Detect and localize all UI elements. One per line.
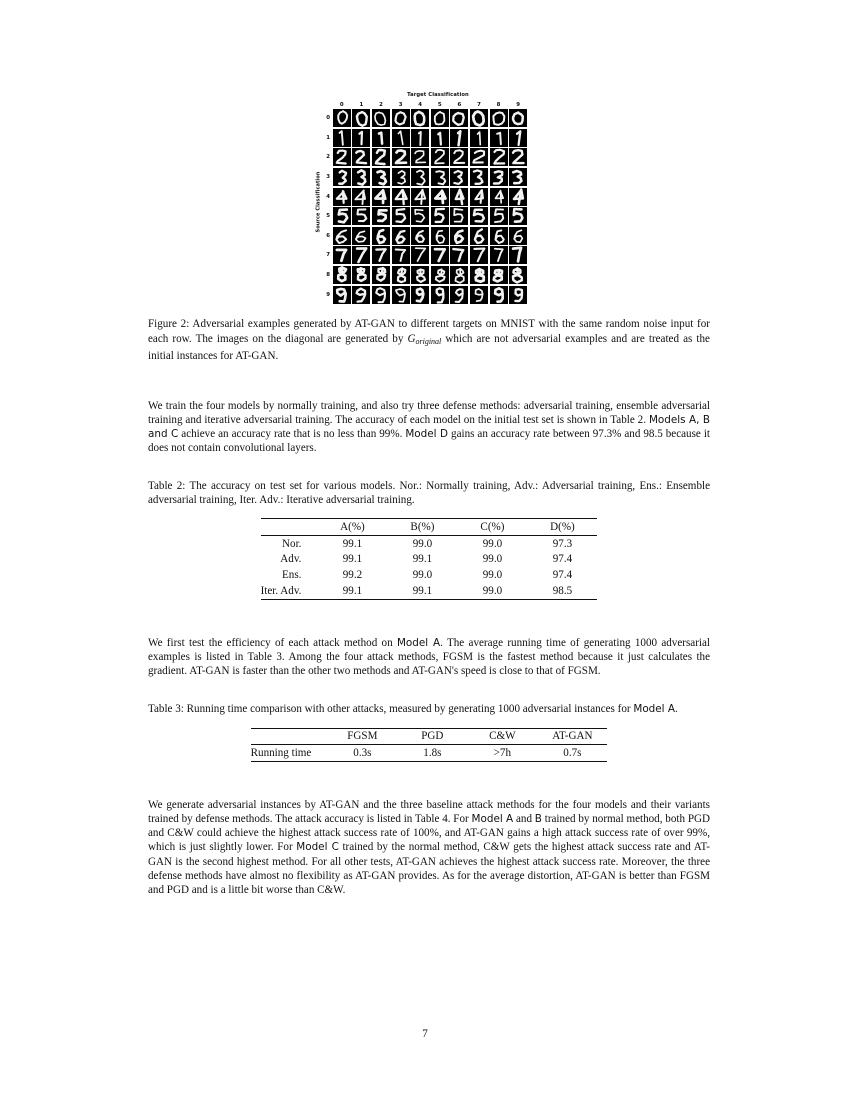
figure-x-axis-title: Target Classification bbox=[407, 92, 469, 98]
figure-x-tick-labels bbox=[332, 101, 528, 109]
mnist-cell-s3-t7 bbox=[469, 167, 489, 187]
table-2-cell: 99.1 bbox=[387, 583, 457, 599]
mnist-cell-s4-t4 bbox=[410, 187, 430, 207]
mnist-cell-s6-t6 bbox=[450, 226, 470, 246]
mnist-cell-s6-t0 bbox=[332, 226, 352, 246]
table-2-caption: Table 2: The accuracy on test set for various models. Nor.: Normally training, Adv.: Adversarial training, Ens.: Ensemble adversarial training, Iter. Adv.: Iterative adversarial training. bbox=[148, 480, 710, 507]
mnist-cell-s6-t2 bbox=[371, 226, 391, 246]
mnist-cell-s2-t2 bbox=[371, 148, 391, 168]
mnist-cell-s2-t7 bbox=[469, 148, 489, 168]
mnist-cell-s3-t8 bbox=[489, 167, 509, 187]
page-content bbox=[148, 92, 710, 897]
mnist-cell-s5-t3 bbox=[391, 206, 411, 226]
figure-x-tick-0: 0 bbox=[339, 101, 344, 108]
mnist-cell-s1-t1 bbox=[352, 128, 372, 148]
figure-2 bbox=[148, 92, 710, 304]
paragraph-model-accuracy bbox=[148, 399, 710, 455]
mnist-cell-s4-t8 bbox=[489, 187, 509, 207]
p3-model-a: Model A bbox=[471, 813, 514, 826]
mnist-cell-s4-t2 bbox=[371, 187, 391, 207]
table-2-cell: 97.4 bbox=[552, 553, 573, 566]
figure-y-axis-title: Source Classification bbox=[315, 171, 322, 233]
mnist-cell-s1-t0 bbox=[332, 128, 352, 148]
mnist-cell-s5-t6 bbox=[450, 206, 470, 226]
mnist-cell-s0-t0 bbox=[332, 109, 352, 129]
mnist-cell-s2-t4 bbox=[410, 148, 430, 168]
mnist-cell-s8-t0 bbox=[332, 265, 352, 285]
mnist-cell-s4-t7 bbox=[469, 187, 489, 207]
figure-x-tick-3: 3 bbox=[398, 101, 403, 108]
mnist-cell-s2-t0 bbox=[332, 148, 352, 168]
mnist-cell-s7-t3 bbox=[391, 246, 411, 266]
table-2-cell: 99.0 bbox=[482, 569, 503, 582]
table-2-wrapper bbox=[148, 518, 710, 600]
p3-seg-3: trained by normal method, both PGD and C&W could achieve the highest attack success rate of 100%, and AT-GAN gains a high attack success rate of over 99%, which is just slightly lower. For bbox=[148, 813, 711, 854]
mnist-cell-s8-t6 bbox=[450, 265, 470, 285]
table-3-row-label: Running time bbox=[251, 745, 328, 762]
table-3 bbox=[251, 728, 608, 763]
table-2-cell: 99.0 bbox=[457, 536, 527, 552]
mnist-cell-s0-t8 bbox=[489, 109, 509, 129]
figure-caption-text-2: which are not adversarial examples and are treated as the initial instances for AT-GAN. bbox=[148, 332, 710, 362]
mnist-cell-s7-t1 bbox=[352, 246, 372, 266]
mnist-cell-s3-t4 bbox=[410, 167, 430, 187]
p1-model-d: Model D bbox=[405, 427, 449, 440]
table-2-cell: 99.0 bbox=[387, 536, 457, 552]
figure-x-tick-1: 1 bbox=[359, 101, 364, 108]
table-3-corner-cell bbox=[251, 728, 328, 745]
table-2-row bbox=[261, 552, 598, 568]
p1-models-abc: Models A, B and C bbox=[148, 413, 710, 440]
table-2-cell: 99.1 bbox=[317, 583, 387, 599]
figure-x-tick-5: 5 bbox=[437, 101, 442, 108]
table-2-row-label: Iter. Adv. bbox=[261, 583, 318, 599]
mnist-cell-s7-t6 bbox=[450, 246, 470, 266]
mnist-cell-s1-t8 bbox=[489, 128, 509, 148]
mnist-cell-s5-t7 bbox=[469, 206, 489, 226]
table-2-col-header-4: D(%) bbox=[527, 519, 597, 536]
mnist-cell-s9-t2 bbox=[371, 285, 391, 305]
mnist-cell-s8-t7 bbox=[469, 265, 489, 285]
mnist-cell-s6-t5 bbox=[430, 226, 450, 246]
mnist-cell-s4-t9 bbox=[508, 187, 528, 207]
mnist-cell-s2-t1 bbox=[352, 148, 372, 168]
figure-y-tick-9: 9 bbox=[326, 291, 330, 298]
figure-y-tick-8: 8 bbox=[326, 272, 330, 279]
mnist-cell-s7-t8 bbox=[489, 246, 509, 266]
p2-model-a: Model A bbox=[396, 637, 441, 650]
mnist-digit-grid bbox=[332, 109, 528, 305]
mnist-cell-s7-t4 bbox=[410, 246, 430, 266]
mnist-cell-s9-t4 bbox=[410, 285, 430, 305]
mnist-cell-s9-t8 bbox=[489, 285, 509, 305]
mnist-cell-s6-t9 bbox=[508, 226, 528, 246]
mnist-cell-s2-t5 bbox=[430, 148, 450, 168]
table-3-cell: 0.7s bbox=[537, 745, 607, 762]
table-2-col-header-1: A(%) bbox=[317, 519, 387, 536]
t3-caption-model-a: Model A bbox=[633, 703, 675, 716]
mnist-cell-s5-t8 bbox=[489, 206, 509, 226]
mnist-cell-s3-t5 bbox=[430, 167, 450, 187]
figure-2-plot bbox=[314, 92, 544, 304]
mnist-cell-s3-t1 bbox=[352, 167, 372, 187]
figure-x-tick-2: 2 bbox=[379, 101, 383, 108]
table-2-cell: 99.1 bbox=[317, 536, 387, 552]
paragraph-attack-efficiency bbox=[148, 636, 710, 678]
p3-model-c: Model C bbox=[296, 841, 339, 854]
mnist-cell-s6-t3 bbox=[391, 226, 411, 246]
mnist-cell-s2-t3 bbox=[391, 148, 411, 168]
mnist-cell-s1-t2 bbox=[371, 128, 391, 148]
table-2-cell: 99.0 bbox=[457, 583, 527, 599]
table-3-cell: >7h bbox=[467, 745, 537, 762]
table-3-cell: 0.3s bbox=[327, 745, 397, 762]
mnist-cell-s2-t6 bbox=[450, 148, 470, 168]
figure-caption-math-base: G bbox=[407, 332, 416, 345]
figure-y-tick-0: 0 bbox=[326, 115, 330, 122]
mnist-cell-s8-t5 bbox=[430, 265, 450, 285]
table-3-caption bbox=[148, 702, 710, 716]
mnist-cell-s7-t2 bbox=[371, 246, 391, 266]
mnist-cell-s8-t8 bbox=[489, 265, 509, 285]
mnist-cell-s4-t6 bbox=[450, 187, 470, 207]
table-2-row bbox=[261, 568, 598, 584]
table-2-cell: 97.4 bbox=[552, 569, 573, 582]
mnist-cell-s0-t5 bbox=[430, 109, 450, 129]
mnist-cell-s5-t1 bbox=[352, 206, 372, 226]
p1-seg-3: gains an accuracy rate between 97.3% and 98.5 because it does not contain convolutional layers. bbox=[148, 427, 710, 454]
figure-x-tick-4: 4 bbox=[418, 101, 423, 108]
table-2-row-label: Nor. bbox=[261, 536, 318, 552]
mnist-cell-s6-t7 bbox=[469, 226, 489, 246]
mnist-cell-s9-t3 bbox=[391, 285, 411, 305]
table-3-col-header-3: C&W bbox=[467, 728, 537, 745]
mnist-cell-s7-t9 bbox=[508, 246, 528, 266]
mnist-cell-s1-t9 bbox=[508, 128, 528, 148]
table-2-corner-cell bbox=[261, 519, 318, 536]
mnist-cell-s0-t7 bbox=[469, 109, 489, 129]
mnist-cell-s3-t6 bbox=[450, 167, 470, 187]
mnist-cell-s0-t6 bbox=[450, 109, 470, 129]
table-2-cell: 97.3 bbox=[527, 536, 597, 552]
mnist-cell-s8-t4 bbox=[410, 265, 430, 285]
mnist-cell-s1-t7 bbox=[469, 128, 489, 148]
mnist-cell-s8-t1 bbox=[352, 265, 372, 285]
t3-caption-seg-2: . bbox=[674, 703, 678, 716]
p2-seg-1: We first test the efficiency of each attack method on bbox=[148, 637, 397, 650]
table-2-row bbox=[261, 583, 598, 599]
table-2 bbox=[261, 518, 598, 600]
table-3-col-header-1: FGSM bbox=[327, 728, 397, 745]
paragraph-attack-results bbox=[148, 798, 710, 897]
p1-seg-1: We train the four models by normally training, and also try three defense methods: adversarial training, ensemble adversarial training and iterative adversarial training. The accuracy of each model on the initial test set is shown in Table 2. bbox=[148, 399, 710, 426]
figure-y-tick-3: 3 bbox=[326, 174, 330, 181]
p1-seg-2: achieve an accuracy rate that is no less than 99%. bbox=[178, 427, 406, 440]
mnist-cell-s9-t5 bbox=[430, 285, 450, 305]
figure-y-tick-4: 4 bbox=[326, 193, 330, 200]
table-2-row bbox=[261, 536, 598, 552]
mnist-cell-s7-t0 bbox=[332, 246, 352, 266]
figure-y-tick-5: 5 bbox=[326, 213, 330, 220]
mnist-cell-s7-t7 bbox=[469, 246, 489, 266]
figure-y-tick-labels bbox=[323, 101, 332, 305]
table-2-cell: 99.1 bbox=[412, 553, 433, 566]
mnist-cell-s6-t1 bbox=[352, 226, 372, 246]
table-2-col-header-3: C(%) bbox=[457, 519, 527, 536]
table-2-cell: 99.0 bbox=[412, 569, 433, 582]
mnist-cell-s1-t4 bbox=[410, 128, 430, 148]
mnist-cell-s6-t4 bbox=[410, 226, 430, 246]
table-3-header-row bbox=[251, 728, 608, 745]
mnist-cell-s1-t3 bbox=[391, 128, 411, 148]
table-2-cell: 99.1 bbox=[342, 553, 363, 566]
p3-seg-4: trained by the normal method, C&W gets the highest attack success rate and AT-GAN is the second highest method. For all other tests, AT-GAN achieves the highest attack success rate. Moreover, the three defense methods have almost no flexibility as AT-GAN provides. As for the average distortion, AT-GAN is better than FGSM and PGD and is a little bit worse than C&W. bbox=[148, 841, 710, 896]
figure-caption-text-1: Adversarial examples generated by AT-GAN to different targets on MNIST with the same random noise input for each row. The images on the diagonal are generated by bbox=[148, 318, 710, 345]
table-2-cell: 99.0 bbox=[482, 553, 503, 566]
table-2-header-row bbox=[261, 519, 598, 536]
table-3-row bbox=[251, 745, 608, 762]
mnist-cell-s3-t0 bbox=[332, 167, 352, 187]
mnist-cell-s5-t4 bbox=[410, 206, 430, 226]
mnist-cell-s5-t9 bbox=[508, 206, 528, 226]
mnist-cell-s2-t9 bbox=[508, 148, 528, 168]
figure-caption-prefix: Figure 2: bbox=[148, 318, 190, 331]
mnist-cell-s0-t4 bbox=[410, 109, 430, 129]
mnist-cell-s8-t9 bbox=[508, 265, 528, 285]
mnist-cell-s5-t0 bbox=[332, 206, 352, 226]
table-2-row-label: Ens. bbox=[282, 569, 302, 582]
p3-seg-2: and bbox=[513, 813, 535, 826]
mnist-cell-s3-t3 bbox=[391, 167, 411, 187]
table-3-col-header-4: AT-GAN bbox=[537, 728, 607, 745]
mnist-cell-s4-t5 bbox=[430, 187, 450, 207]
figure-y-tick-2: 2 bbox=[326, 154, 330, 161]
table-2-col-header-2: B(%) bbox=[387, 519, 457, 536]
mnist-cell-s5-t2 bbox=[371, 206, 391, 226]
mnist-cell-s3-t2 bbox=[371, 167, 391, 187]
figure-y-tick-7: 7 bbox=[326, 252, 330, 259]
figure-x-tick-8: 8 bbox=[496, 101, 501, 108]
p3-model-b: B bbox=[534, 813, 542, 826]
mnist-cell-s0-t3 bbox=[391, 109, 411, 129]
mnist-cell-s4-t1 bbox=[352, 187, 372, 207]
p2-seg-2: . The average running time of generating 1000 adversarial examples is listed in Table 3. Among the four attack methods, FGSM is the fastest method because it just calculates the gradient. AT-GAN is faster than the other two methods and AT-GAN's speed is close to that of FGSM. bbox=[148, 637, 710, 678]
table-2-cell: 98.5 bbox=[527, 583, 597, 599]
mnist-cell-s9-t6 bbox=[450, 285, 470, 305]
mnist-cell-s4-t3 bbox=[391, 187, 411, 207]
p3-seg-1: We generate adversarial instances by AT-GAN and the three baseline attack methods for the four models and their variants trained by defense methods. The attack accuracy is listed in Table 4. For bbox=[148, 799, 710, 826]
table-3-cell: 1.8s bbox=[397, 745, 467, 762]
table-3-col-header-2: PGD bbox=[397, 728, 467, 745]
page-number: 7 bbox=[422, 1028, 428, 1040]
figure-x-tick-7: 7 bbox=[477, 101, 481, 108]
figure-2-caption bbox=[148, 317, 710, 362]
mnist-cell-s7-t5 bbox=[430, 246, 450, 266]
mnist-cell-s8-t2 bbox=[371, 265, 391, 285]
mnist-cell-s1-t5 bbox=[430, 128, 450, 148]
mnist-cell-s9-t1 bbox=[352, 285, 372, 305]
mnist-cell-s4-t0 bbox=[332, 187, 352, 207]
mnist-cell-s0-t2 bbox=[371, 109, 391, 129]
mnist-cell-s5-t5 bbox=[430, 206, 450, 226]
figure-caption-math-sub: original bbox=[415, 336, 442, 346]
mnist-cell-s9-t0 bbox=[332, 285, 352, 305]
figure-x-tick-9: 9 bbox=[516, 101, 521, 108]
mnist-cell-s9-t7 bbox=[469, 285, 489, 305]
mnist-cell-s3-t9 bbox=[508, 167, 528, 187]
mnist-cell-s0-t9 bbox=[508, 109, 528, 129]
mnist-cell-s9-t9 bbox=[508, 285, 528, 305]
figure-y-tick-1: 1 bbox=[326, 134, 330, 141]
table-2-row-label: Adv. bbox=[280, 553, 302, 566]
table-3-wrapper bbox=[148, 728, 710, 763]
figure-y-tick-6: 6 bbox=[326, 232, 330, 239]
mnist-cell-s0-t1 bbox=[352, 109, 372, 129]
figure-x-tick-6: 6 bbox=[457, 101, 462, 108]
mnist-cell-s6-t8 bbox=[489, 226, 509, 246]
t3-caption-seg-1: Table 3: Running time comparison with other attacks, measured by generating 1000 adversarial instances for bbox=[148, 703, 634, 716]
mnist-cell-s2-t8 bbox=[489, 148, 509, 168]
mnist-cell-s1-t6 bbox=[450, 128, 470, 148]
mnist-cell-s8-t3 bbox=[391, 265, 411, 285]
table-2-cell: 99.2 bbox=[342, 569, 363, 582]
